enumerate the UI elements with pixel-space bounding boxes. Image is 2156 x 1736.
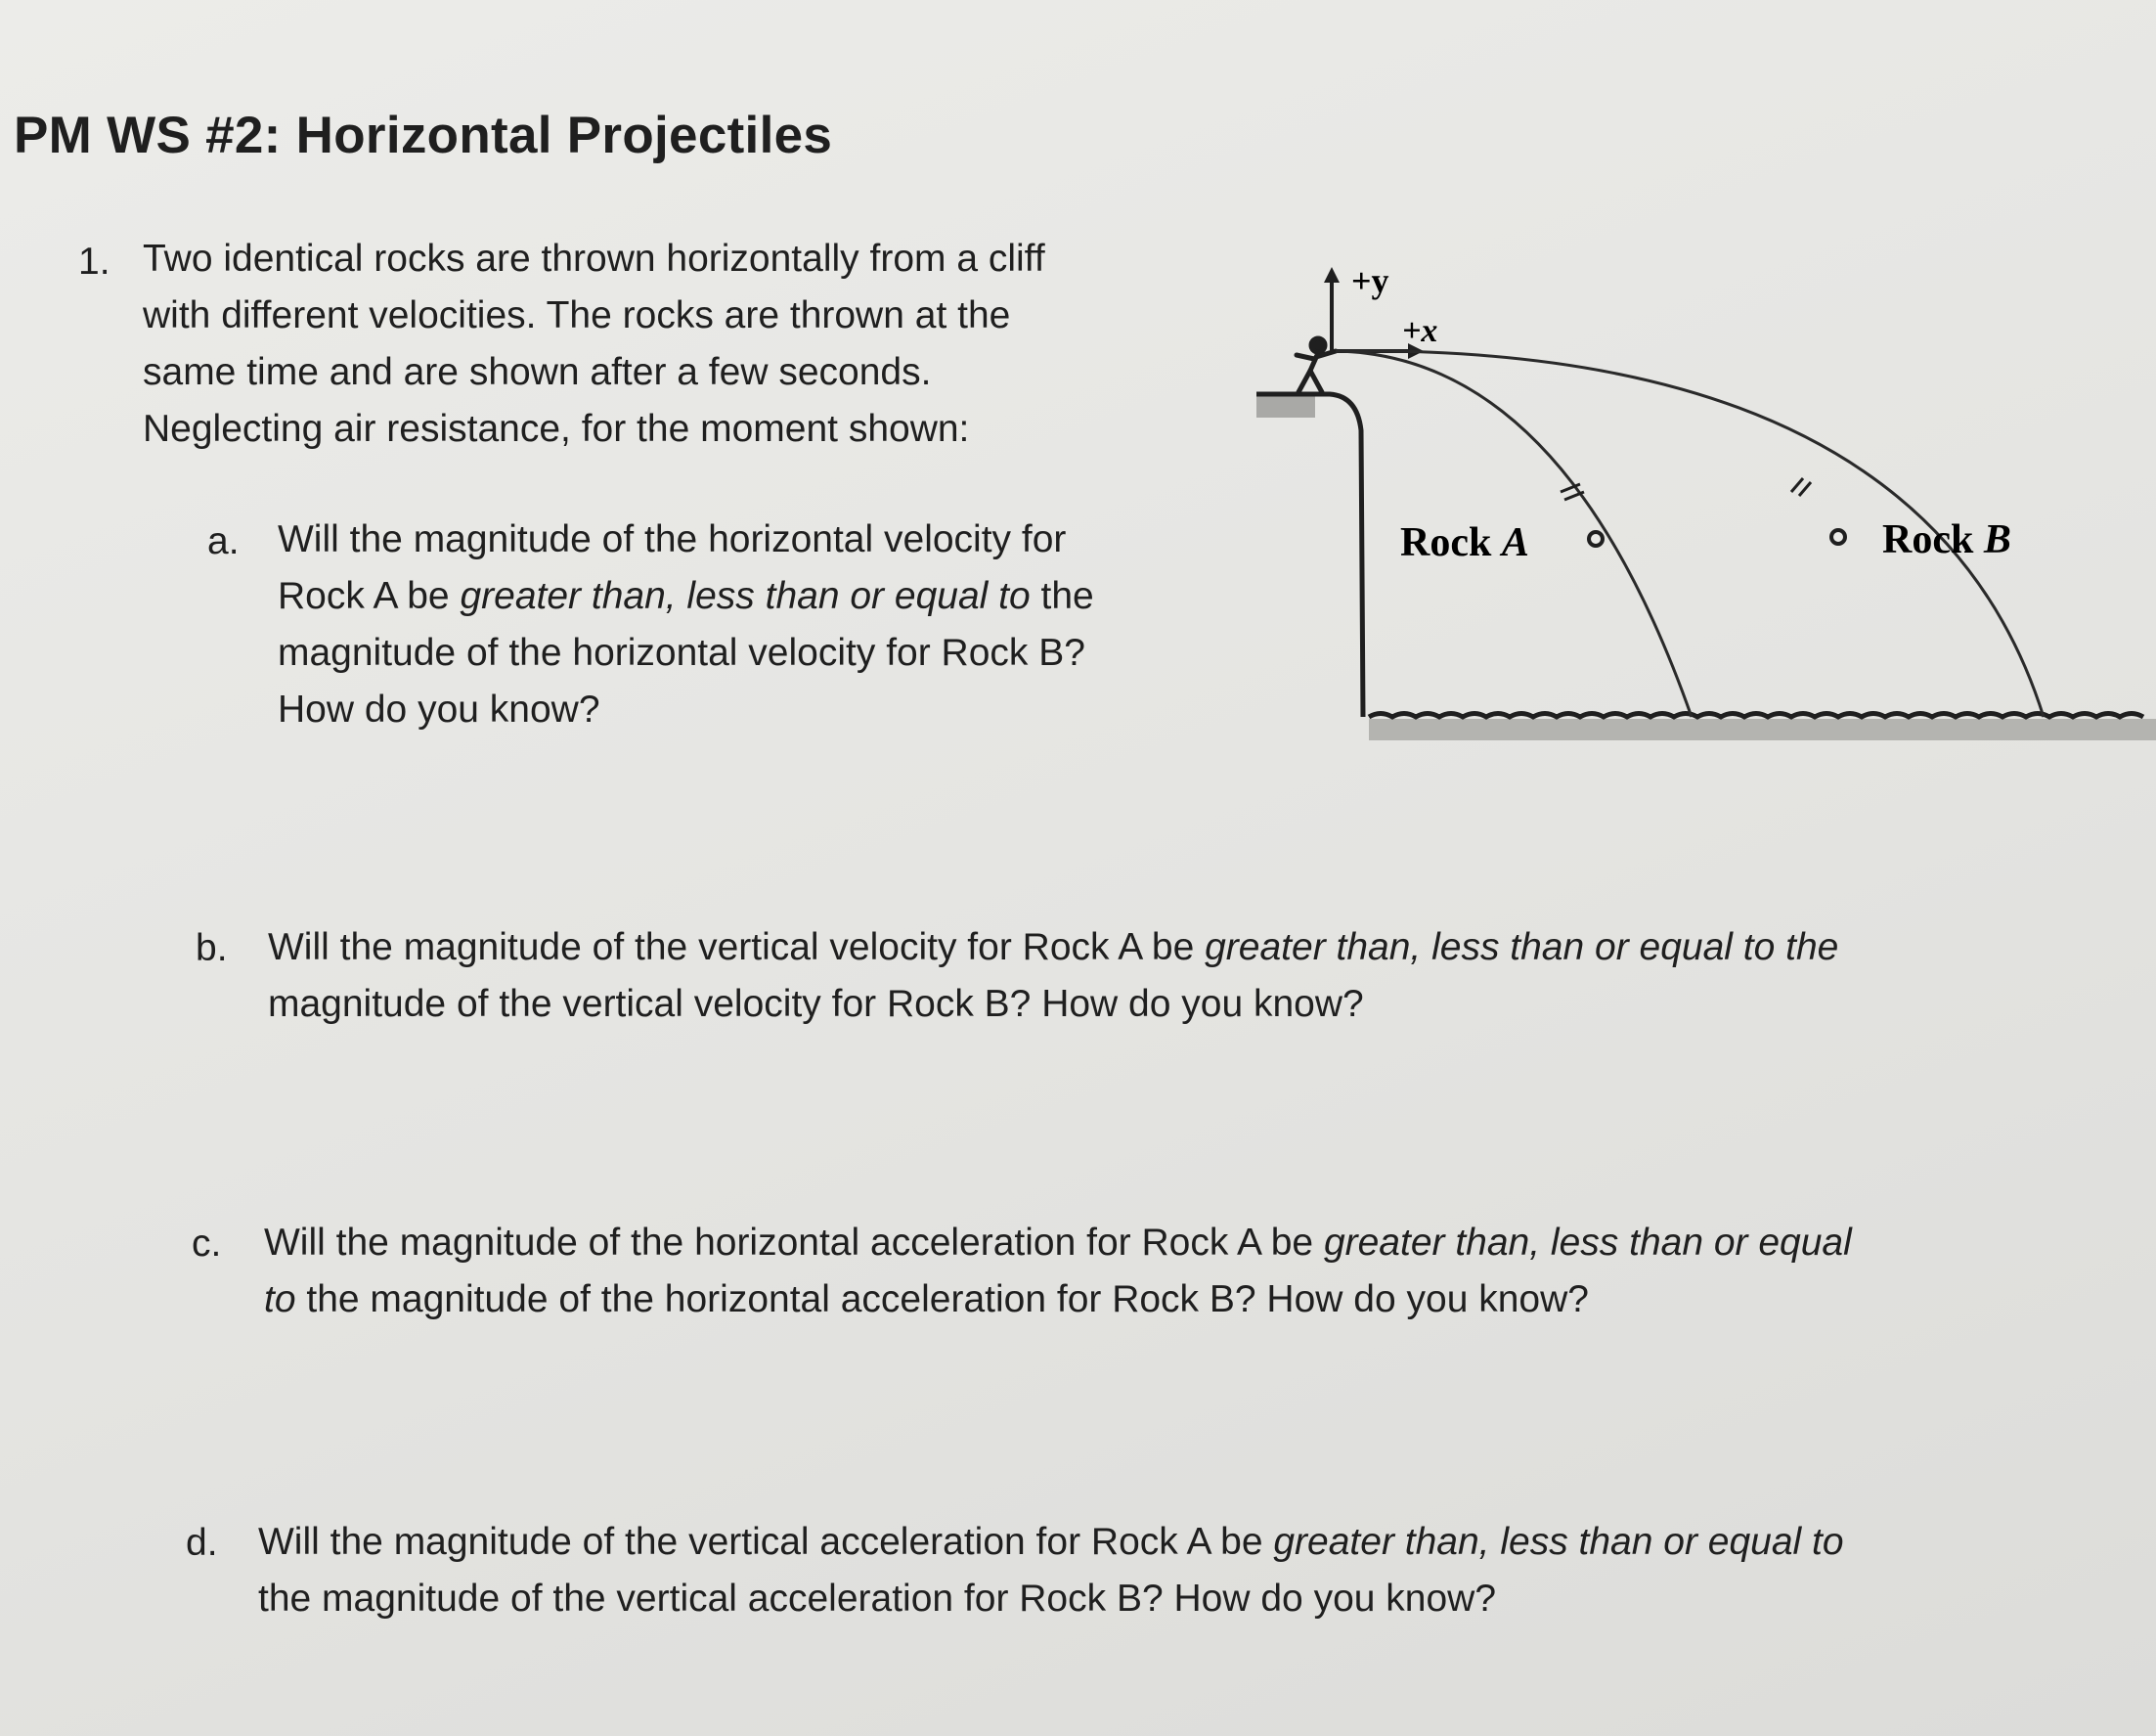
y-axis-arrow-icon	[1324, 267, 1340, 283]
ground-strip	[1369, 719, 2156, 740]
rock-b-label: Rock B	[1882, 517, 2011, 562]
cliff-diagram-svg	[1242, 249, 2156, 758]
page-title: PM WS #2: Horizontal Projectiles	[14, 107, 833, 164]
part-b-line: magnitude of the vertical velocity for Rock B? How do you know?	[268, 983, 1364, 1025]
rock-a-label: Rock A	[1400, 520, 1529, 565]
part-a-line: magnitude of the horizontal velocity for Rock B?	[278, 632, 1085, 674]
ground-line	[1369, 714, 2143, 718]
question-number: 1.	[78, 241, 110, 283]
part-a-text	[278, 512, 1255, 738]
part-d-line: the magnitude of the vertical acceleration for Rock B? How do you know?	[258, 1578, 1497, 1620]
part-b-line: Will the magnitude of the vertical velocity for Rock A be greater than, less than or equal to the	[268, 926, 1839, 968]
part-c-line: to the magnitude of the horizontal acceleration for Rock B? How do you know?	[264, 1278, 1589, 1320]
rock-a-hatch	[1561, 484, 1584, 500]
part-c-line: Will the magnitude of the horizontal acceleration for Rock A be greater than, less than or equal	[264, 1222, 1852, 1264]
x-axis-label: +x	[1402, 313, 1438, 349]
part-a-line: Rock A be greater than, less than or equal to the	[278, 575, 1094, 617]
cliff-top-shade	[1256, 396, 1315, 418]
part-d-line: Will the magnitude of the vertical acceleration for Rock A be greater than, less than or equal to	[258, 1521, 1844, 1563]
rock-b-icon	[1831, 530, 1845, 544]
question-line: Neglecting air resistance, for the moment shown:	[143, 408, 970, 450]
part-b-letter: b.	[196, 927, 228, 969]
part-d-text	[258, 1514, 2145, 1627]
question-line: with different velocities. The rocks are thrown at the	[143, 294, 1011, 336]
y-axis-label: +y	[1351, 261, 1389, 300]
cliff-edge	[1256, 394, 1363, 717]
part-c-text	[264, 1215, 2141, 1328]
part-a-letter: a.	[207, 520, 240, 562]
part-b-text	[268, 919, 2135, 1033]
rock-a-icon	[1589, 532, 1603, 546]
part-c-letter: c.	[192, 1223, 222, 1265]
question-line: Two identical rocks are thrown horizontally from a cliff	[143, 238, 1045, 280]
rock-b-hatch	[1791, 478, 1811, 496]
cliff-diagram	[1242, 249, 2156, 758]
part-d-letter: d.	[186, 1522, 218, 1564]
question-1-text	[143, 231, 1228, 458]
question-line: same time and are shown after a few seconds.	[143, 351, 932, 393]
part-a-line: Will the magnitude of the horizontal velocity for	[278, 518, 1067, 560]
part-a-line: How do you know?	[278, 689, 600, 731]
